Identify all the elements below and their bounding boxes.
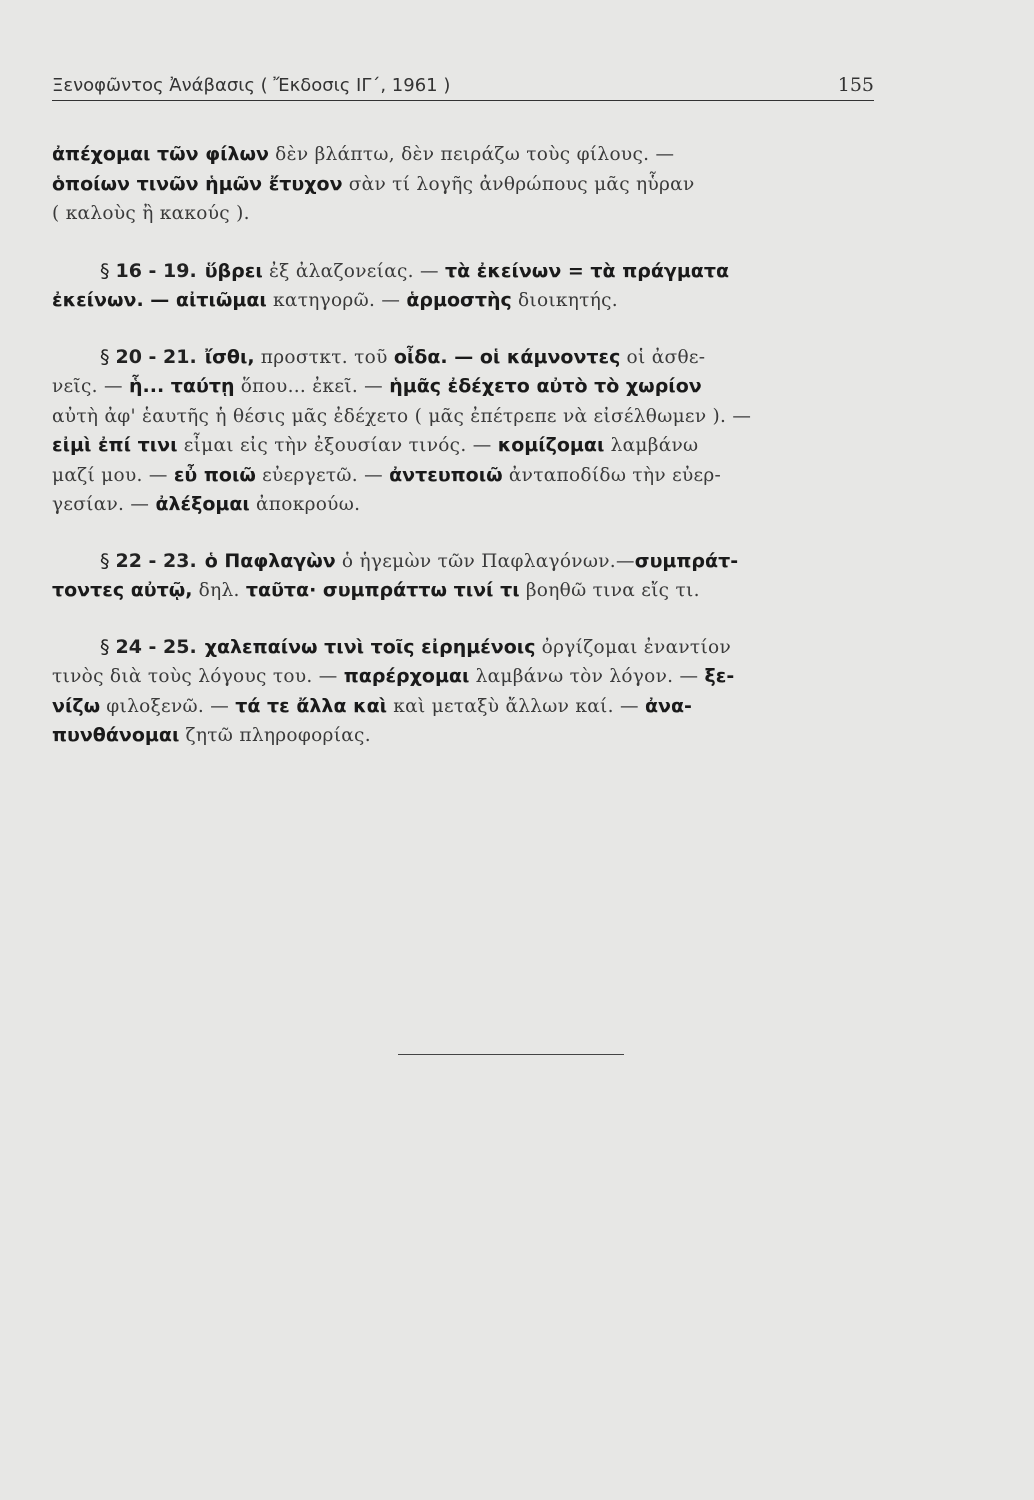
section-number: 20 - 21. — [115, 345, 197, 368]
term: ἀπέχομαι τῶν φίλων — [52, 143, 269, 165]
paragraph-20-21 — [52, 343, 887, 520]
section-sign: § — [100, 635, 110, 658]
term: ξε- — [704, 665, 735, 687]
gloss: ζητῶ πληροφορίας. — [185, 725, 371, 746]
gloss: φιλοξενῶ. — — [106, 695, 230, 717]
gloss: σὰν τί λογῆς ἀνθρώπους μᾶς ηὗραν — [348, 173, 695, 195]
gloss: δὲν βλάπτω, δὲν πειράζω τοὺς φίλους. — — [275, 144, 675, 165]
term: οἶδα. — οἱ κάμνοντες — [393, 345, 621, 368]
term: ἧ... ταύτῃ — [129, 375, 235, 397]
term: τὰ ἐκείνων = τὰ πράγματα — [445, 259, 730, 282]
section-number: 24 - 25. — [115, 635, 197, 658]
term: πυνθάνομαι — [52, 724, 180, 746]
term: ἐκείνων. — αἰτιῶμαι — [52, 289, 267, 311]
gloss: λαμβάνω τὸν λόγον. — — [475, 666, 699, 687]
term: εἰμὶ ἐπί τινι — [52, 434, 178, 456]
gloss: νεῖς. — — [52, 376, 123, 397]
gloss: ὅπου... ἐκεῖ. — — [240, 376, 383, 397]
gloss: προστκτ. τοῦ — [260, 346, 388, 368]
section-number: 22 - 23. — [115, 549, 197, 572]
gloss: διοικητής. — [517, 290, 618, 311]
term: συμπράτ- — [634, 549, 739, 572]
term: ὁποίων τινῶν ἡμῶν ἔτυχον — [52, 172, 343, 195]
term: ἀντευποιῶ — [389, 463, 503, 486]
gloss: εἶμαι εἰς τὴν ἐξουσίαν τινός. — — [183, 435, 492, 456]
gloss: ἐξ ἀλαζονείας. — — [268, 260, 439, 282]
gloss: ἀποκρούω. — [256, 494, 361, 515]
term: ἡμᾶς ἐδέχετο αὐτὸ τὸ χωρίον — [389, 375, 702, 397]
gloss: τινὸς διὰ τοὺς λόγους του. — — [52, 666, 338, 687]
section-sign: § — [100, 259, 110, 282]
term: ὁ Παφλαγὼν — [204, 549, 336, 572]
header-title: Ξενοφῶντος Ἀνάβασις ( Ἔκδοσις ΙΓ΄, 1961 ) — [52, 75, 451, 96]
gloss: ( καλοὺς ἢ κακούς ). — [52, 203, 250, 224]
gloss: αὐτὴ ἀφ' ἑαυτῆς ἡ θέσις μᾶς ἐδέχετο ( μᾶς ἐπέτρεπε νὰ εἰσέλθωμεν ). — — [52, 405, 752, 427]
gloss: εὐεργετῶ. — — [262, 464, 383, 486]
term: τά τε ἄλλα καὶ — [235, 694, 388, 717]
gloss: λαμβάνω — [610, 435, 699, 456]
gloss: βοηθῶ τινα εἴς τι. — [525, 580, 700, 601]
gloss: ὀργίζομαι ἐναντίον — [541, 636, 731, 658]
paragraph-intro — [52, 140, 887, 229]
term: ἀλέξομαι — [155, 493, 250, 515]
paragraph-24-25 — [52, 633, 887, 751]
term: τοντες αὐτῷ, — [52, 579, 193, 601]
paragraph-16-19 — [52, 257, 887, 316]
term: ἁρμοστὴς — [406, 289, 512, 311]
term: ὕβρει — [204, 259, 263, 282]
term: ἀνα- — [644, 694, 692, 717]
end-rule — [398, 1054, 624, 1055]
section-sign: § — [100, 345, 110, 368]
page-number: 155 — [837, 74, 874, 96]
gloss: δηλ. — [198, 580, 240, 601]
gloss: ὁ ἡγεμὼν τῶν Παφλαγόνων.— — [341, 550, 635, 572]
term: νίζω — [52, 694, 101, 717]
gloss: οἱ ἀσθε- — [626, 346, 706, 368]
term: κομίζομαι — [497, 434, 605, 456]
gloss: μαζί μου. — — [52, 464, 168, 486]
gloss: καὶ μεταξὺ ἄλλων καί. — — [393, 695, 639, 717]
section-sign: § — [100, 549, 110, 572]
term: χαλεπαίνω τινὶ τοῖς εἰρημένοις — [204, 635, 536, 658]
running-header — [52, 74, 874, 101]
paragraph-22-23 — [52, 547, 887, 606]
commentary-body — [52, 140, 887, 778]
term: ἴσθι, — [204, 345, 255, 368]
gloss: κατηγορῶ. — — [273, 290, 401, 311]
term: εὖ ποιῶ — [173, 463, 256, 486]
section-number: 16 - 19. — [115, 259, 197, 282]
term: ταῦτα· συμπράττω τινί τι — [245, 579, 520, 601]
gloss: ἀνταποδίδω τὴν εὐερ- — [508, 464, 722, 486]
gloss: γεσίαν. — — [52, 494, 150, 515]
term: παρέρχομαι — [343, 665, 470, 687]
